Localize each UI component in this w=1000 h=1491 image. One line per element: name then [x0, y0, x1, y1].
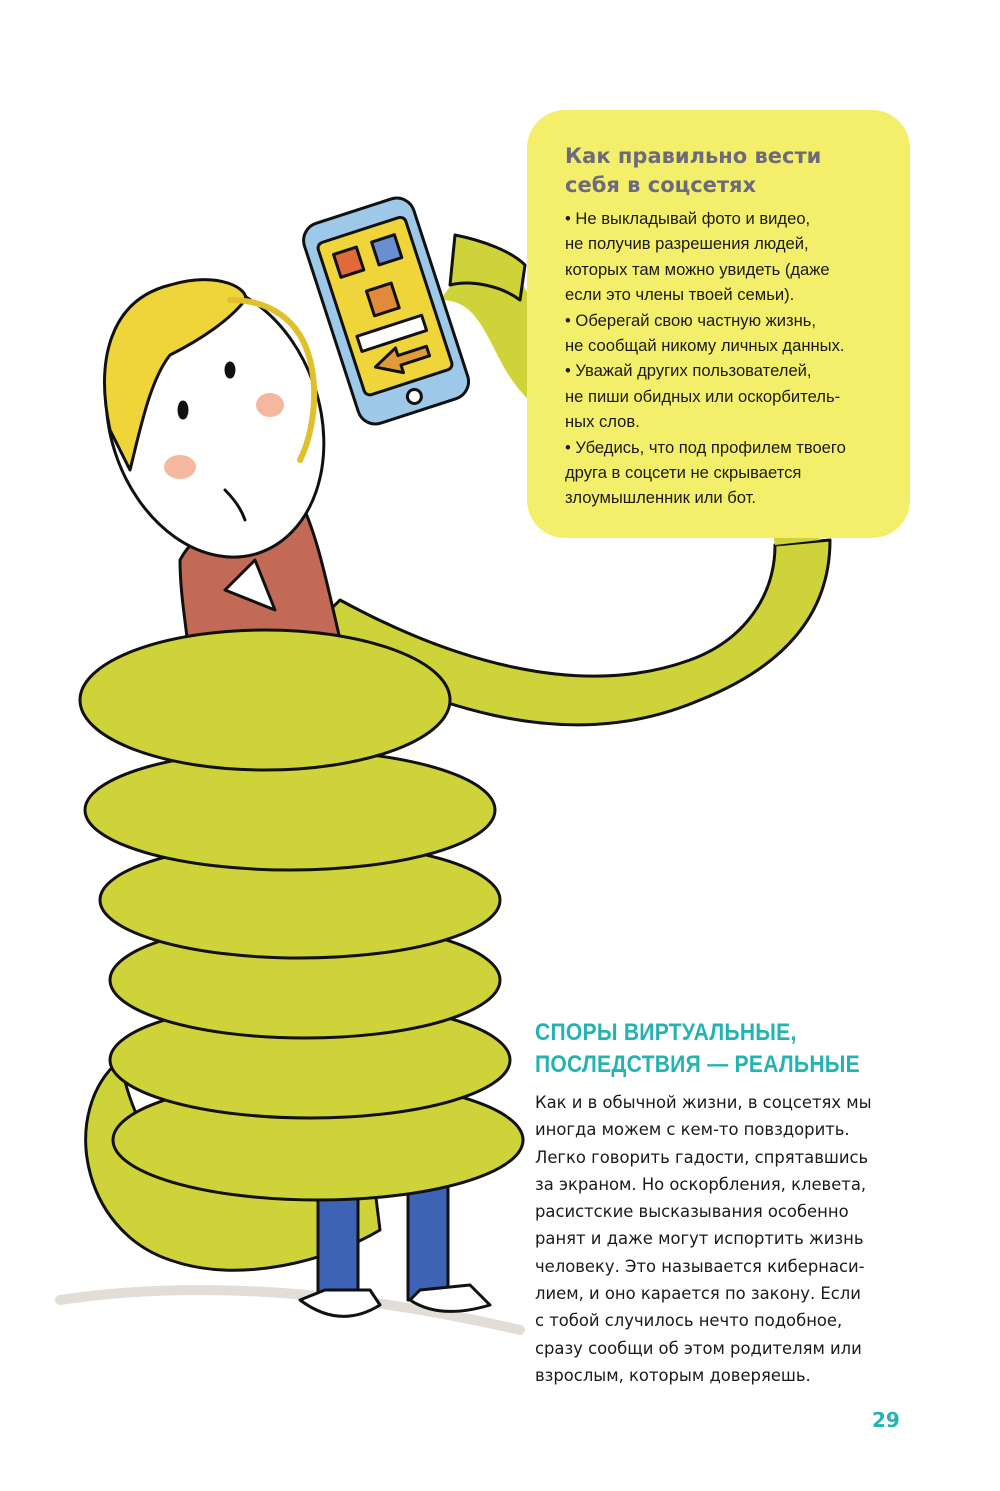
body-line: расистские высказывания особенно	[535, 1202, 849, 1222]
tip-line: если это члены твоей семьи).	[565, 285, 795, 305]
section-title-line: ПОСЛЕДСТВИЯ — РЕАЛЬНЫЕ	[535, 1051, 860, 1078]
body-line: Легко говорить гадости, спрятавшись	[535, 1147, 869, 1167]
section-disputes	[535, 1017, 975, 1389]
snake-coil-top	[80, 630, 450, 770]
tip-line: которых там можно увидеть (даже	[565, 259, 830, 279]
cheek-right	[256, 393, 284, 417]
body-line: с тобой случилось нечто подобное,	[535, 1311, 843, 1331]
body-line: ранят и даже могут испортить жизнь	[535, 1229, 864, 1249]
body-line: Как и в обычной жизни, в соцсетях мы	[535, 1093, 872, 1112]
tip-line: • Оберегай свою частную жизнь,	[565, 310, 817, 330]
body-line: иногда можем с кем-то повздорить.	[535, 1120, 850, 1140]
foot-right	[410, 1285, 490, 1311]
tip-line: ных слов.	[565, 412, 640, 432]
tip-line: • Уважай других пользователей,	[565, 361, 812, 381]
body-line: за экраном. Но оскорбления, клевета,	[535, 1174, 867, 1194]
tips-title	[565, 142, 886, 200]
section-title-line: СПОРЫ ВИРТУАЛЬНЫЕ,	[535, 1019, 797, 1046]
section-title	[535, 1017, 913, 1081]
page-number: 29	[872, 1408, 900, 1432]
foot-left	[300, 1290, 380, 1316]
cheek-left	[164, 455, 196, 479]
body-line: лием, и оно карается по закону. Если	[535, 1284, 861, 1304]
tip-line: не получив разрешения людей,	[565, 234, 809, 254]
tip-line: не сообщай никому личных данных.	[565, 336, 845, 356]
tip-line: не пиши обидных или оскорбитель-	[565, 386, 841, 406]
phone-icon	[299, 193, 473, 428]
tips-title-line: себя в соцсетях	[565, 173, 757, 197]
body-line: сразу сообщи об этом родителям или	[535, 1338, 862, 1358]
tips-box	[527, 110, 910, 538]
tip-line: друга в соцсети не скрывается	[565, 463, 802, 483]
tip-line: злоумышленник или бот.	[565, 488, 757, 508]
body-line: взрослым, которым доверяешь.	[535, 1365, 811, 1385]
tips-title-line: Как правильно вести	[565, 144, 822, 168]
tip-line: • Не выкладывай фото и видео,	[565, 209, 811, 228]
tip-line: • Убедись, что под профилем твоего	[565, 437, 846, 457]
body-line: человеку. Это называется кибернаси-	[535, 1256, 865, 1276]
